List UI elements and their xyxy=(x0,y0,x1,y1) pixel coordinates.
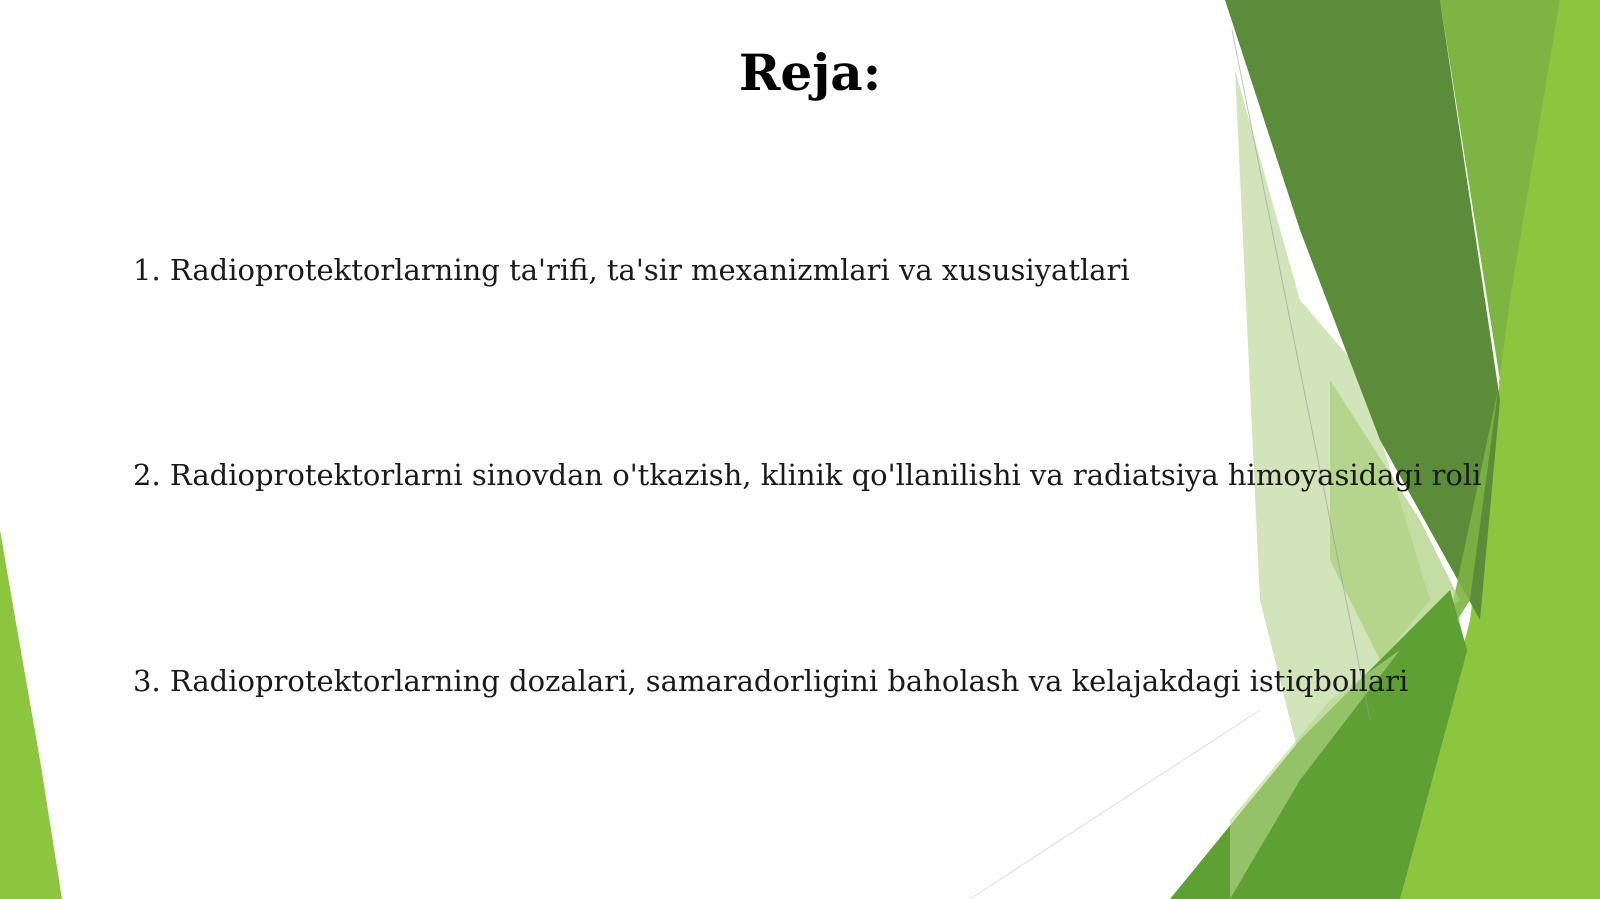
plan-item-2: 2. Radioprotektorlarni sinovdan o'tkazish, klinik qo'llanilishi va radiatsiya himoyasidagi roli xyxy=(133,458,1482,492)
slide-title: Reja: xyxy=(738,43,882,102)
left-green-sliver xyxy=(0,530,62,899)
plan-item-1: 1. Radioprotektorlarning ta'rifi, ta'sir mexanizmlari va xususiyatlari xyxy=(133,253,1130,287)
plan-item-3: 3. Radioprotektorlarning dozalari, samaradorligini baholash va kelajakdagi istiqbollari xyxy=(133,664,1409,698)
